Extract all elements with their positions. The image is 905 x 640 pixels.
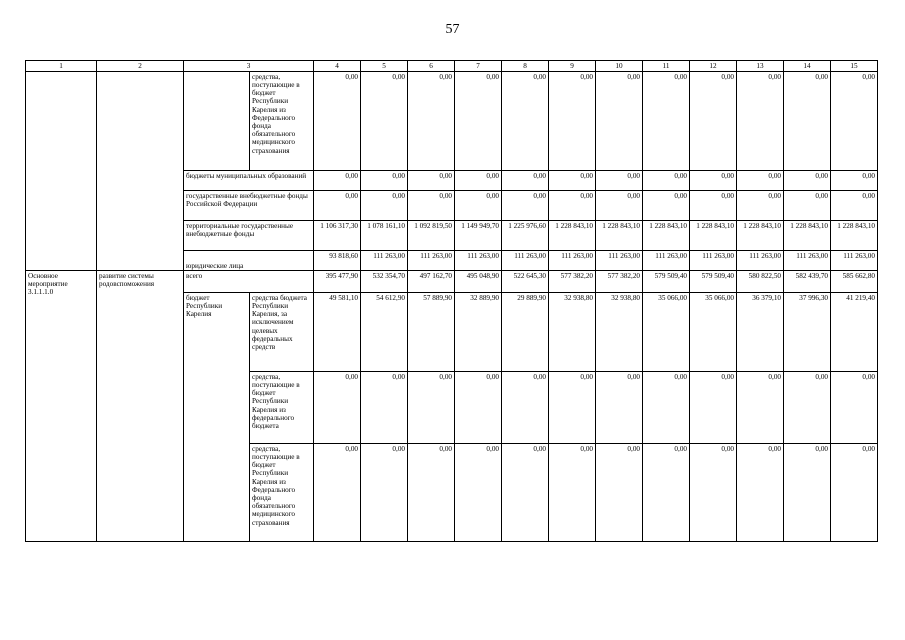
value-cell: 1 228 843,10 <box>737 221 784 251</box>
value-cell: 0,00 <box>408 444 455 542</box>
value-cell: 0,00 <box>314 191 361 221</box>
value-cell: 32 938,80 <box>596 293 643 372</box>
value-cell: 0,00 <box>502 444 549 542</box>
value-cell: 0,00 <box>596 444 643 542</box>
col-header: 8 <box>502 61 549 72</box>
col-header: 7 <box>455 61 502 72</box>
value-cell: 0,00 <box>455 72 502 171</box>
source-cell: средства, поступающие в бюджет Республики Карелия из Федерального фонда обязательного медицинского страхования <box>250 444 314 542</box>
value-cell: 111 263,00 <box>596 251 643 271</box>
value-cell: 495 048,90 <box>455 271 502 293</box>
page-number: 57 <box>445 22 460 37</box>
value-cell: 0,00 <box>737 372 784 444</box>
value-cell: 111 263,00 <box>831 251 878 271</box>
value-cell: 0,00 <box>831 191 878 221</box>
value-cell: 0,00 <box>502 191 549 221</box>
value-cell: 579 509,40 <box>690 271 737 293</box>
value-cell: 1 228 843,10 <box>690 221 737 251</box>
empty-cell <box>26 72 97 271</box>
source-cell: всего <box>184 271 314 293</box>
value-cell: 0,00 <box>784 72 831 171</box>
col-header: 9 <box>549 61 596 72</box>
value-cell: 0,00 <box>455 171 502 191</box>
col-header: 14 <box>784 61 831 72</box>
value-cell: 111 263,00 <box>784 251 831 271</box>
value-cell: 111 263,00 <box>549 251 596 271</box>
value-cell: 0,00 <box>690 444 737 542</box>
value-cell: 0,00 <box>549 171 596 191</box>
value-cell: 0,00 <box>690 171 737 191</box>
value-cell: 0,00 <box>361 72 408 171</box>
value-cell: 111 263,00 <box>502 251 549 271</box>
col-header: 12 <box>690 61 737 72</box>
value-cell: 32 889,90 <box>455 293 502 372</box>
value-cell: 532 354,70 <box>361 271 408 293</box>
source-cell: средства, поступающие в бюджет Республики Карелия из федерального бюджета <box>250 372 314 444</box>
value-cell: 111 263,00 <box>737 251 784 271</box>
value-cell: 582 439,70 <box>784 271 831 293</box>
value-cell: 522 645,30 <box>502 271 549 293</box>
measure-title-cell: развитие системы родовспоможения <box>97 271 184 542</box>
measure-name-cell: Основное мероприятие 3.1.1.1.0 <box>26 271 97 542</box>
column-numbers-row <box>26 61 878 72</box>
value-cell: 0,00 <box>455 444 502 542</box>
value-cell: 0,00 <box>502 171 549 191</box>
value-cell: 1 078 161,10 <box>361 221 408 251</box>
source-cell: территориальные государственные внебюджетные фонды <box>184 221 314 251</box>
col-header: 15 <box>831 61 878 72</box>
value-cell: 0,00 <box>643 171 690 191</box>
value-cell: 0,00 <box>596 171 643 191</box>
col-header: 6 <box>408 61 455 72</box>
budget-cell: бюджет Республики Карелия <box>184 293 250 542</box>
value-cell: 0,00 <box>784 171 831 191</box>
value-cell: 0,00 <box>314 72 361 171</box>
value-cell: 0,00 <box>549 372 596 444</box>
value-cell: 29 889,90 <box>502 293 549 372</box>
value-cell: 1 228 843,10 <box>596 221 643 251</box>
value-cell: 0,00 <box>455 372 502 444</box>
value-cell: 1 092 819,50 <box>408 221 455 251</box>
value-cell: 1 106 317,30 <box>314 221 361 251</box>
value-cell: 0,00 <box>643 372 690 444</box>
value-cell: 0,00 <box>361 171 408 191</box>
empty-cell <box>97 72 184 271</box>
value-cell: 0,00 <box>643 444 690 542</box>
value-cell: 0,00 <box>502 72 549 171</box>
value-cell: 0,00 <box>549 191 596 221</box>
col-header: 11 <box>643 61 690 72</box>
value-cell: 93 818,60 <box>314 251 361 271</box>
value-cell: 395 477,90 <box>314 271 361 293</box>
value-cell: 1 225 976,60 <box>502 221 549 251</box>
source-cell: средства бюджета Республики Карелия, за исключением целевых федеральных средств <box>250 293 314 372</box>
value-cell: 0,00 <box>314 444 361 542</box>
value-cell: 1 228 843,10 <box>643 221 690 251</box>
value-cell: 0,00 <box>596 72 643 171</box>
value-cell: 0,00 <box>831 72 878 171</box>
value-cell: 0,00 <box>596 191 643 221</box>
value-cell: 0,00 <box>502 372 549 444</box>
col-header: 10 <box>596 61 643 72</box>
value-cell: 1 228 843,10 <box>549 221 596 251</box>
col-header: 1 <box>26 61 97 72</box>
value-cell: 35 066,00 <box>643 293 690 372</box>
empty-cell <box>184 72 250 171</box>
value-cell: 1 149 949,70 <box>455 221 502 251</box>
col-header: 3 <box>184 61 314 72</box>
value-cell: 0,00 <box>831 171 878 191</box>
value-cell: 35 066,00 <box>690 293 737 372</box>
value-cell: 0,00 <box>737 72 784 171</box>
source-cell: государственные внебюджетные фонды Российской Федерации <box>184 191 314 221</box>
value-cell: 0,00 <box>784 444 831 542</box>
value-cell: 0,00 <box>831 372 878 444</box>
value-cell: 36 379,10 <box>737 293 784 372</box>
value-cell: 0,00 <box>784 191 831 221</box>
value-cell: 0,00 <box>408 72 455 171</box>
col-header: 5 <box>361 61 408 72</box>
value-cell: 54 612,90 <box>361 293 408 372</box>
value-cell: 111 263,00 <box>643 251 690 271</box>
col-header: 13 <box>737 61 784 72</box>
value-cell: 580 822,50 <box>737 271 784 293</box>
value-cell: 0,00 <box>690 72 737 171</box>
value-cell: 57 889,90 <box>408 293 455 372</box>
value-cell: 111 263,00 <box>690 251 737 271</box>
value-cell: 41 219,40 <box>831 293 878 372</box>
value-cell: 577 382,20 <box>596 271 643 293</box>
value-cell: 579 509,40 <box>643 271 690 293</box>
value-cell: 0,00 <box>643 72 690 171</box>
value-cell: 0,00 <box>737 444 784 542</box>
value-cell: 0,00 <box>314 372 361 444</box>
value-cell: 111 263,00 <box>361 251 408 271</box>
value-cell: 0,00 <box>361 191 408 221</box>
value-cell: 1 228 843,10 <box>831 221 878 251</box>
value-cell: 0,00 <box>784 372 831 444</box>
value-cell: 0,00 <box>690 191 737 221</box>
value-cell: 111 263,00 <box>455 251 502 271</box>
value-cell: 0,00 <box>549 72 596 171</box>
value-cell: 0,00 <box>314 171 361 191</box>
value-cell: 0,00 <box>737 171 784 191</box>
value-cell: 0,00 <box>408 372 455 444</box>
funding-table <box>25 60 878 542</box>
value-cell: 37 996,30 <box>784 293 831 372</box>
value-cell: 585 662,80 <box>831 271 878 293</box>
value-cell: 1 228 843,10 <box>784 221 831 251</box>
source-cell: юридические лица <box>184 251 314 271</box>
value-cell: 0,00 <box>596 372 643 444</box>
value-cell: 0,00 <box>737 191 784 221</box>
value-cell: 0,00 <box>408 171 455 191</box>
value-cell: 0,00 <box>549 444 596 542</box>
value-cell: 0,00 <box>455 191 502 221</box>
value-cell: 577 382,20 <box>549 271 596 293</box>
value-cell: 49 581,10 <box>314 293 361 372</box>
table-row <box>26 271 878 293</box>
value-cell: 0,00 <box>361 372 408 444</box>
value-cell: 0,00 <box>643 191 690 221</box>
value-cell: 0,00 <box>361 444 408 542</box>
col-header: 2 <box>97 61 184 72</box>
value-cell: 497 162,70 <box>408 271 455 293</box>
value-cell: 111 263,00 <box>408 251 455 271</box>
value-cell: 0,00 <box>690 372 737 444</box>
value-cell: 0,00 <box>408 191 455 221</box>
source-cell: бюджеты муниципальных образований <box>184 171 314 191</box>
source-cell: средства, поступающие в бюджет Республики Карелия из Федерального фонда обязательного медицинского страхования <box>250 72 314 171</box>
value-cell: 0,00 <box>831 444 878 542</box>
table-row <box>26 72 878 171</box>
value-cell: 32 938,80 <box>549 293 596 372</box>
col-header: 4 <box>314 61 361 72</box>
